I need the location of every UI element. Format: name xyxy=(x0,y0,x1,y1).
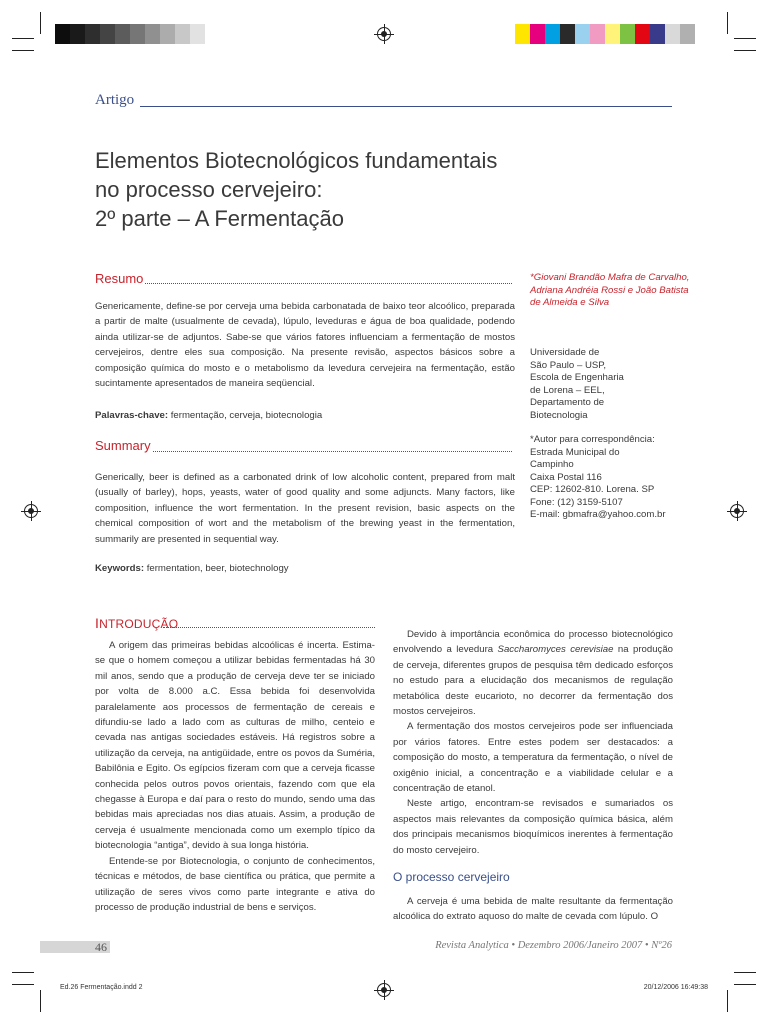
color-swatch xyxy=(515,24,530,44)
intro-rule xyxy=(163,627,375,628)
gray-swatch xyxy=(160,24,175,44)
color-swatch xyxy=(635,24,650,44)
species-name: Saccharomyces cerevisiae xyxy=(497,644,614,656)
correspondence-line: *Autor para correspondência: xyxy=(530,434,655,445)
section-tag: Artigo xyxy=(95,92,135,108)
color-swatch xyxy=(620,24,635,44)
crop-mark-bl-v xyxy=(40,990,41,1012)
timestamp-slug: 20/12/2006 16:49:38 xyxy=(643,984,708,991)
correspondence xyxy=(530,434,690,522)
color-swatch xyxy=(560,24,575,44)
authors: *Giovani Brandão Mafra de Carvalho, Adriana Andréia Rossi e João Batista de Almeida e Silva xyxy=(530,272,690,308)
crop-mark-tr-h xyxy=(734,38,756,39)
crop-mark-br-h2 xyxy=(734,972,756,973)
intro-heading-rest: NTRODUÇÃO xyxy=(99,617,179,631)
gray-swatch xyxy=(100,24,115,44)
affiliation-line: Universidade de xyxy=(530,347,600,358)
summary-heading: Summary xyxy=(95,438,151,453)
gray-swatch xyxy=(175,24,190,44)
affiliation-line: São Paulo – USP, xyxy=(530,359,607,371)
color-swatch xyxy=(590,24,605,44)
summary-paragraph: Generically, beer is defined as a carbonated drink of low alcoholic content, prepared from malt (usually of barley), hops, yeasts, water of good quality and some adjuncts. Many factors, like composition, influence the wort fermentation. In the present revision, basic aspects on the chemical composition of wort and the metabolism of the brewing yeast in the fermentation, summarily are presented in sequential way. xyxy=(95,472,515,545)
gray-swatch xyxy=(85,24,100,44)
right-p1-start: Devido à importância econômica do processo biotecnológico envolvendo a levedura xyxy=(393,629,673,656)
page-number: 46 xyxy=(95,940,107,954)
color-swatch xyxy=(605,24,620,44)
color-swatch xyxy=(530,24,545,44)
correspondence-line: Fone: (12) 3159-5107 xyxy=(530,496,623,508)
color-swatch xyxy=(665,24,680,44)
intro-paragraph-1: A origem das primeiras bebidas alcoólicas é incerta. Estima-se que o homem começou a utilizar bebidas fermentadas há 30 mil anos, sendo que a produção de cerveja deve ter se iniciado por volta de 8.000 a.C. Essa bebida foi desenvolvida paralelamente aos processos de fermentação de cereais e difundiu-se lado a lado com as culturas de milho, centeio e cevada nas antigas sociedades estáveis. Há registros sobre a utilização da cerveja, na antigüidade, entre os povos da Suméria, Babilônia e Egito. Os egípcios fizeram com que a cerveja ficasse conhecida pelos outros povos orientais, fazendo com que ela chegasse à Europa e daí para o resto do mundo, sendo uma das bebidas mais apreciadas nos dias atuais. Assim, a produção de cerveja é usualmente mencionada como um exemplo típico da biotecnologia “antiga”, devido à sua longa história. xyxy=(95,640,375,852)
crop-mark-bl-h2 xyxy=(12,972,34,973)
right-paragraph-3: Neste artigo, encontram-se revisados e sumariados os aspectos mais relevantes da composição química básica, além dos principais mecanismos bioquímicos inerentes à fermentação do mosto cervejeiro. xyxy=(393,798,673,856)
right-paragraph-1 xyxy=(393,627,673,719)
registration-mark-top xyxy=(377,27,391,41)
resumo-keywords xyxy=(95,408,515,423)
registration-mark-bottom xyxy=(377,983,391,997)
summary-keywords-label: Keywords: xyxy=(95,563,145,574)
right-column xyxy=(393,627,673,924)
resumo-keywords-value: fermentação, cerveja, biotecnologia xyxy=(168,410,323,421)
crop-mark-tl-h2 xyxy=(12,50,34,51)
affiliation-line: Biotecnologia xyxy=(530,409,588,421)
gray-swatch xyxy=(55,24,70,44)
gray-swatch xyxy=(190,24,205,44)
affiliation-line: Departamento de xyxy=(530,397,605,408)
resumo-paragraph: Genericamente, define-se por cerveja uma bebida carbonatada de baixo teor alcoólico, preparada a partir de malte (usualmente de cevada), lúpulo, leveduras e água de boa qualidade, podendo ainda utilizar-se de adjuntos. Sabe-se que vários fatores influenciam a fermentação de mostos cervejeiros, dentre eles sua composição. Na presente revisão, aspectos básicos sobre a composição química do mosto e o metabolismo da levedura cervejeira na fermentação, estão sucintamente apresentados de maneira seqüencial. xyxy=(95,301,515,390)
cmyk-color-bar xyxy=(515,24,695,44)
intro-paragraph-2: Entende-se por Biotecnologia, o conjunto de conhecimentos, técnicas e métodos, de base científica ou prática, que permite a utilização de seres vivos como parte integrante e ativa do processo de produção industrial de bens e serviços. xyxy=(95,855,375,913)
gray-swatch xyxy=(130,24,145,44)
right-p1-end: na produção de cerveja, diferentes grupos de pesquisa têm dedicado esforços no estudo para a elucidação dos mecanismos de regulação metabólica deste eucarioto, no decorrer da fermentação dos mostos cervejeiros. xyxy=(393,644,673,718)
correspondence-email: E-mail: gbmafra@yahoo.com.br xyxy=(530,509,666,520)
right-paragraph-2: A fermentação dos mostos cervejeiros pode ser influenciada por vários fatores. Entre estes podem ser destacados: a composição do mosto, a temperatura da fermentação, o nível de oxigênio inicial, a concentração e a viabilidade celular e a concentração de etanol. xyxy=(393,721,673,795)
intro-heading-cap: I xyxy=(95,615,100,631)
summary-rule xyxy=(153,451,512,452)
resumo-heading: Resumo xyxy=(95,271,144,286)
gray-swatch xyxy=(145,24,160,44)
color-swatch xyxy=(545,24,560,44)
crop-mark-br-v xyxy=(727,990,728,1012)
title-line-1: Elementos Biotecnológicos fundamentais xyxy=(95,148,498,173)
affiliation-line: de Lorena – EEL, xyxy=(530,384,605,396)
section-rule xyxy=(140,106,672,107)
crop-mark-tl-v xyxy=(40,12,41,34)
summary-keywords-value: fermentation, beer, biotechnology xyxy=(144,563,289,574)
journal-footer: Revista Analytica • Dezembro 2006/Janeiro 2007 • Nº26 xyxy=(435,940,672,951)
correspondence-line: Caixa Postal 116 xyxy=(530,471,602,483)
correspondence-line: CEP: 12602-810. Lorena. SP xyxy=(530,484,655,495)
correspondence-line: Campinho xyxy=(530,459,574,470)
resumo-rule xyxy=(145,283,512,284)
left-column xyxy=(95,638,375,915)
crop-mark-bl-h xyxy=(12,984,34,985)
gray-swatch xyxy=(70,24,85,44)
summary-keywords xyxy=(95,561,515,576)
correspondence-line: Estrada Municipal do xyxy=(530,446,620,458)
resumo-keywords-label: Palavras-chave: xyxy=(95,410,169,421)
registration-mark-right xyxy=(730,504,744,518)
registration-mark-left xyxy=(24,504,38,518)
file-slug: Ed.26 Fermentação.indd 2 xyxy=(60,984,143,991)
crop-mark-br-h xyxy=(734,984,756,985)
intro-heading xyxy=(95,615,178,631)
crop-mark-tr-h2 xyxy=(734,50,756,51)
title-line-3: 2º parte – A Fermentação xyxy=(95,206,344,231)
article-title xyxy=(95,146,655,233)
process-heading: O processo cervejeiro xyxy=(393,870,510,885)
color-swatch xyxy=(575,24,590,44)
affiliation xyxy=(530,347,690,422)
color-swatch xyxy=(680,24,695,44)
gray-swatch xyxy=(115,24,130,44)
grayscale-color-bar xyxy=(55,24,205,44)
title-line-2: no processo cervejeiro: xyxy=(95,177,323,202)
crop-mark-tr-v xyxy=(727,12,728,34)
crop-mark-tl-h xyxy=(12,38,34,39)
resumo-text xyxy=(95,299,515,391)
color-swatch xyxy=(650,24,665,44)
affiliation-line: Escola de Engenharia xyxy=(530,372,624,383)
summary-text xyxy=(95,470,515,547)
process-paragraph: A cerveja é uma bebida de malte resultante da fermentação alcoólica do extrato aquoso do malte de cevada com lúpulo. O xyxy=(393,895,673,922)
